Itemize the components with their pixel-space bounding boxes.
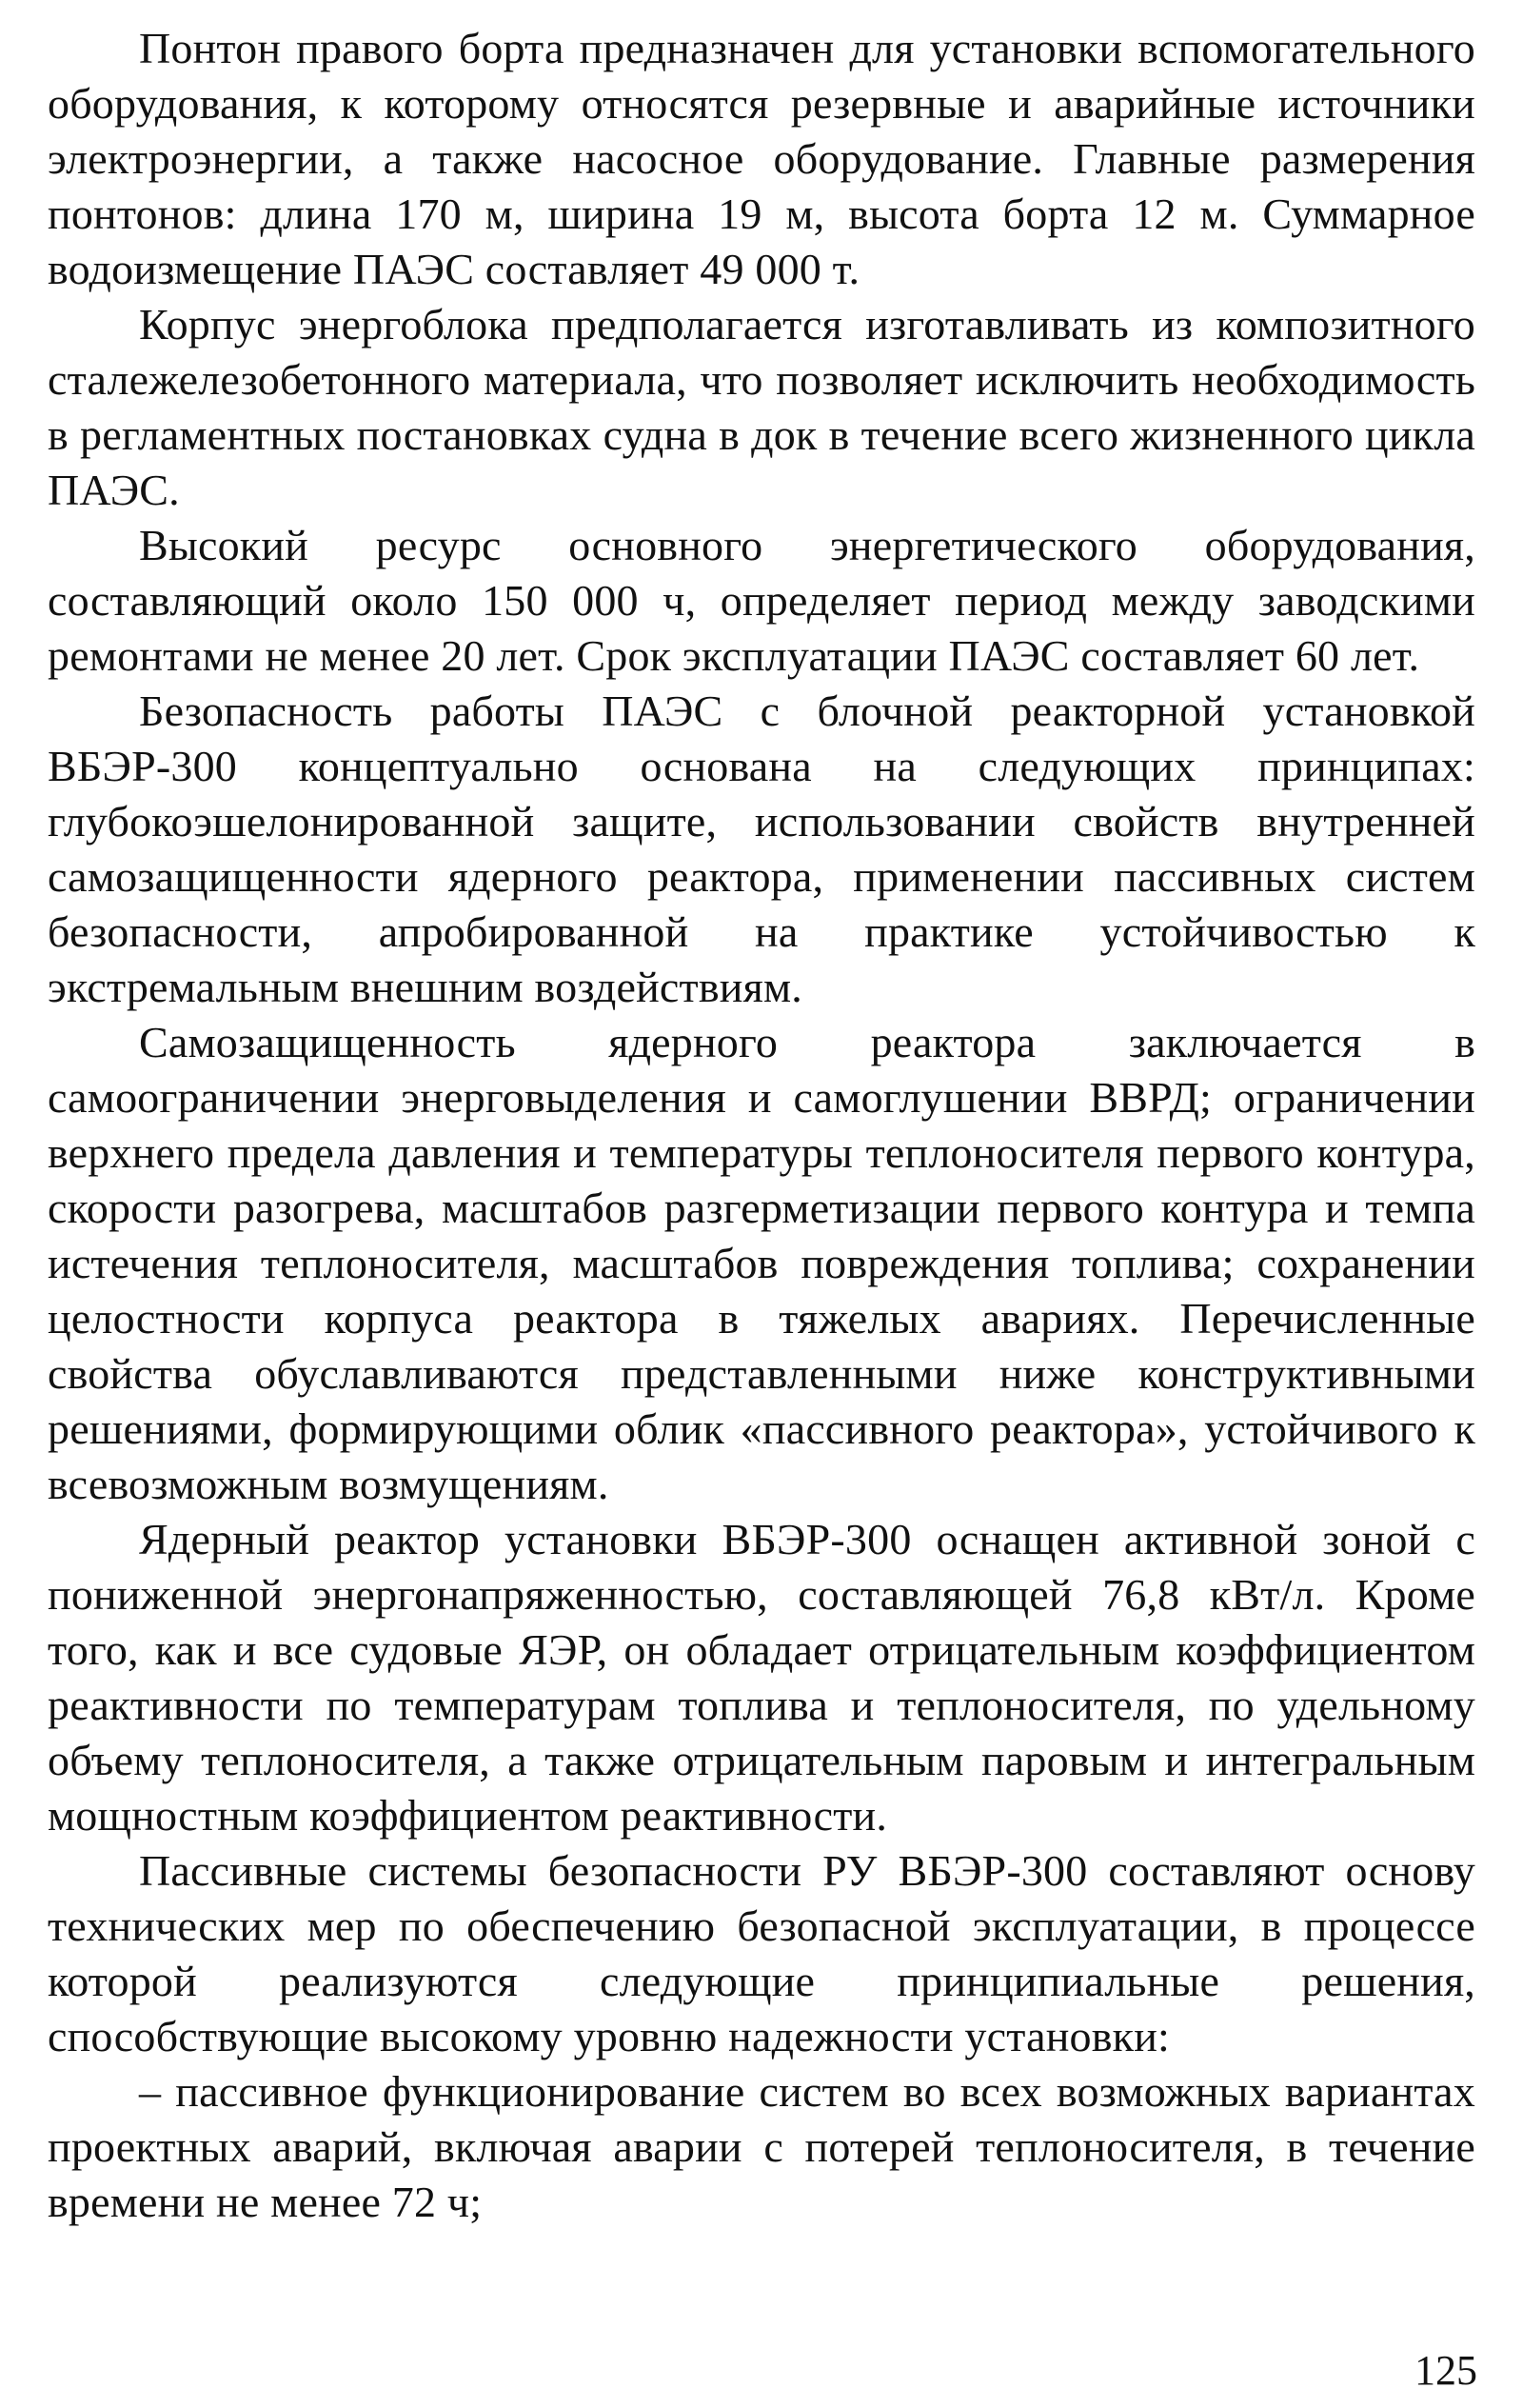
paragraph: Высокий ресурс основного энергетического оборудования, составляющий около 150 000 ч, определяет период между заводскими ремонтами не менее 20 лет. Срок эксплуатации ПАЭС составляет 60 лет.	[48, 521, 1475, 680]
page-number: 125	[1414, 2347, 1477, 2394]
paragraph: Понтон правого борта предназначен для установки вспомогательного оборудования, к которому относятся резервные и аварийные источники электроэнергии, а также насосное оборудование. Главные размерения понтонов: длина 170 м, ширина 19 м, высота борта 12 м. Суммарное водоизмещение ПАЭС составляет 49 000 т.	[48, 24, 1475, 293]
paragraph: Пассивные системы безопасности РУ ВБЭР-300 составляют основу технических мер по обеспечению безопасной эксплуатации, в процессе которой реализуются следующие принципиальные решения, способствующие высокому уровню надежности установки:	[48, 1846, 1475, 2060]
paragraph: Ядерный реактор установки ВБЭР-300 оснащен активной зоной с пониженной энергонапряженностью, составляющей 76,8 кВт/л. Кроме того, как и все судовые ЯЭР, он обладает отрицательным коэффициентом реактивности по температурам топлива и теплоносителя, по удельному объему теплоносителя, а также отрицательным паровым и интегральным мощностным коэффициентом реактивности.	[48, 1515, 1475, 1840]
paragraph: Безопасность работы ПАЭС с блочной реакторной установкой ВБЭР-300 концептуально основана на следующих принципах: глубокоэшелонированной защите, использовании свойств внутренней самозащищенности ядерного реактора, применении пассивных систем безопасности, апробированной на практике устойчивостью к экстремальным внешним воздействиям.	[48, 687, 1475, 1011]
paragraph: Корпус энергоблока предполагается изготавливать из композитного сталежелезобетонного материала, что позволяет исключить необходимость в регламентных постановках судна в док в течение всего жизненного цикла ПАЭС.	[48, 300, 1475, 514]
body-text	[48, 21, 1475, 2230]
paragraph: Самозащищенность ядерного реактора заключается в самоограничении энерговыделения и самоглушении ВВРД; ограничении верхнего предела давления и температуры теплоносителя первого контура, скорости разогрева, масштабов разгерметизации первого контура и темпа истечения теплоносителя, масштабов повреждения топлива; сохранении целостности корпуса реактора в тяжелых авариях. Перечисленные свойства обуславливаются представленными ниже конструктивными решениями, формирующими облик «пассивного реактора», устойчивого к всевозможным возмущениям.	[48, 1018, 1475, 1508]
paragraph: – пассивное функционирование систем во всех возможных вариантах проектных аварий, включая аварии с потерей теплоносителя, в течение времени не менее 72 ч;	[48, 2067, 1475, 2226]
